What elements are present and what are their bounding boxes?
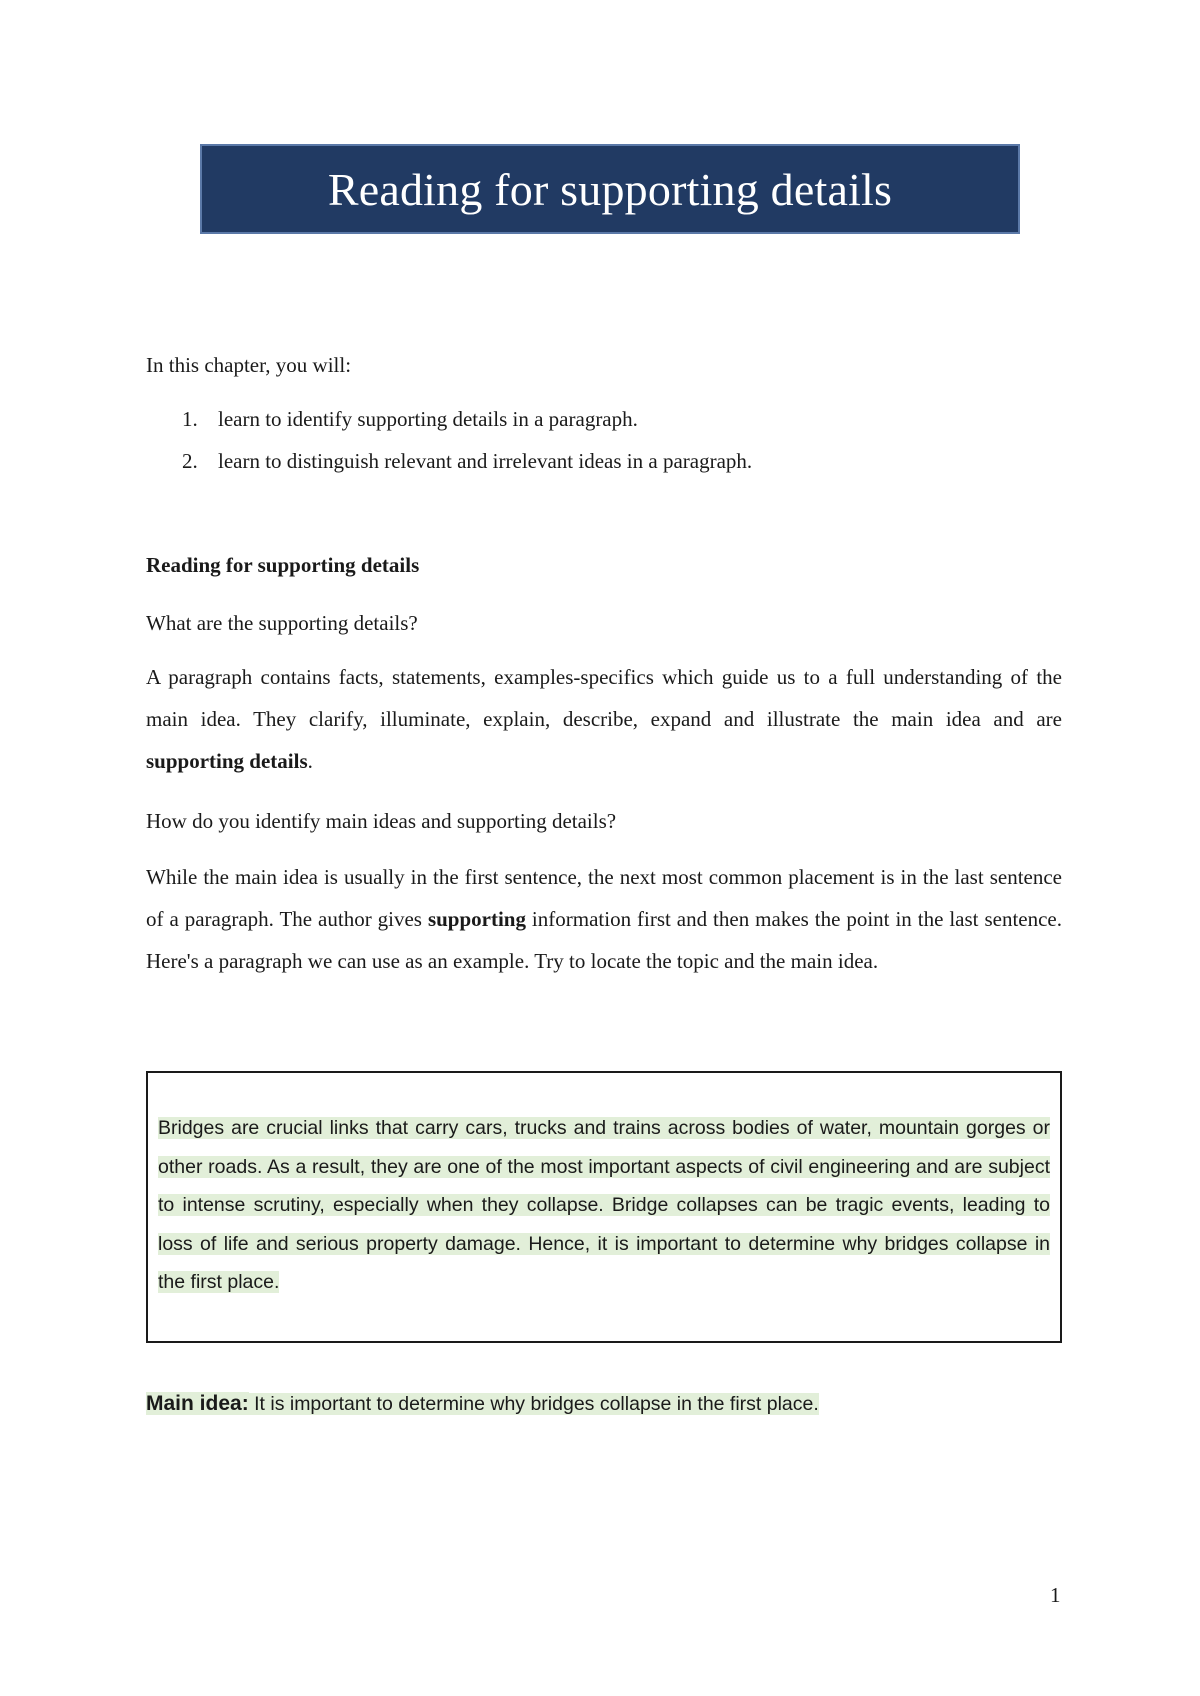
main-idea-text: It is important to determine why bridges collapse in the first place. (248, 1393, 819, 1415)
example-paragraph-text: Bridges are crucial links that carry cars, trucks and trains across bodies of water, mountain gorges or other roads. As a result, they are one of the most important aspects of civil engineering and are subject to intense scrutiny, especially when they collapse. Bridge collapses can be tragic events, leading to loss of life and serious property damage. Hence, it is important to determine why bridges collapse in the first place. (158, 1117, 1050, 1293)
definition-text: A paragraph contains facts, statements, examples-specifics which guide us to a full understanding of the main idea. They clarify, illuminate, explain, describe, expand and illustrate the main idea and are (146, 665, 1062, 731)
chapter-title: Reading for supporting details (327, 163, 893, 215)
question-supporting-details: What are the supporting details? (146, 611, 418, 635)
list-item (146, 440, 1062, 482)
explanation-paragraph (146, 856, 1062, 982)
list-item (146, 398, 1062, 440)
question-identify: How do you identify main ideas and supporting details? (146, 809, 617, 833)
explanation-end: information first and then makes the point in the last sentence. Here's a paragraph we can use as an example. Try to locate the topic and the main idea. (146, 907, 1062, 973)
main-idea (146, 1386, 819, 1421)
list-item-text: learn to identify supporting details in a paragraph. (218, 407, 638, 431)
definition-end: . (307, 749, 313, 773)
example-paragraph (158, 1109, 1050, 1302)
title-banner (200, 144, 1020, 234)
main-idea-label: Main idea: (146, 1392, 249, 1415)
explanation-text: While the main idea is usually in the first sentence, the next most common placement is in the last sentence of a paragraph. The author gives (146, 865, 1062, 931)
objectives-list (146, 398, 1062, 482)
intro-text: In this chapter, you will: (146, 353, 352, 377)
section-heading: Reading for supporting details (146, 553, 420, 577)
list-number: 1. (182, 407, 198, 431)
explanation-bold-term: supporting (427, 907, 526, 931)
example-paragraph-box (146, 1071, 1062, 1343)
list-number: 2. (182, 449, 198, 473)
definition-bold-term: supporting details (146, 749, 308, 773)
definition-paragraph (146, 656, 1062, 782)
page-number: 1 (1050, 1583, 1061, 1607)
list-item-text: learn to distinguish relevant and irrelevant ideas in a paragraph. (218, 449, 753, 473)
